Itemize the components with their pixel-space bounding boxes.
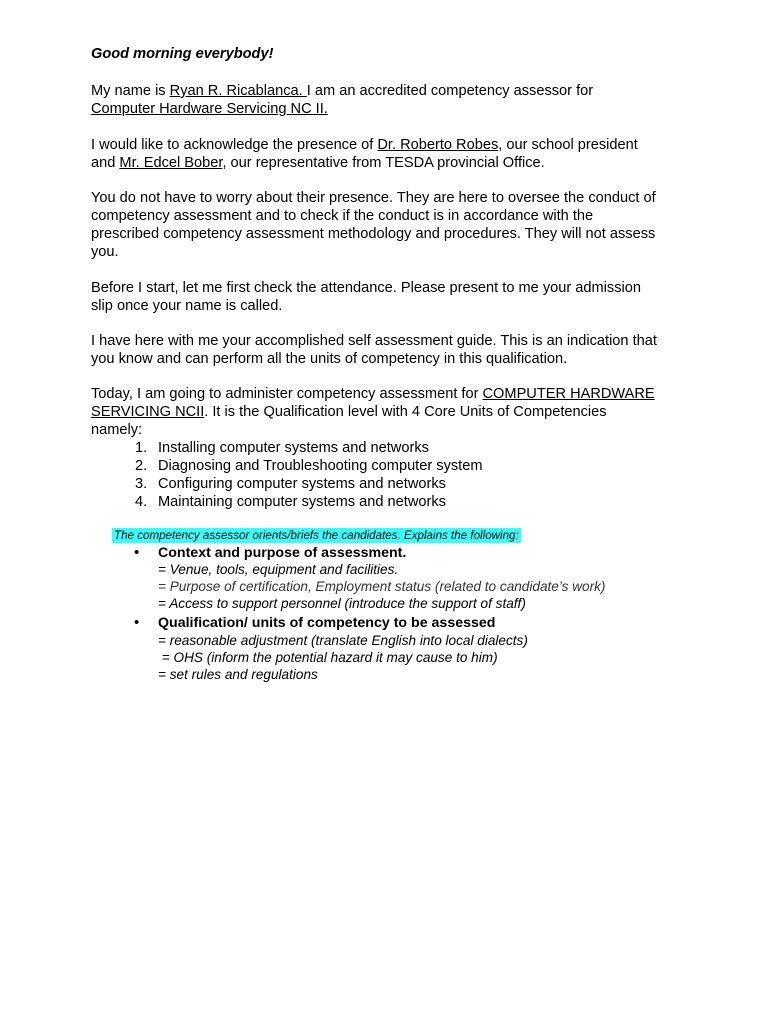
list-text: Diagnosing and Troubleshooting computer system xyxy=(158,458,483,474)
representative-name: Mr. Edcel Bober xyxy=(119,155,223,171)
oversee-line-1: You do not have to worry about their presence. They are here to oversee the conduct of xyxy=(91,190,656,206)
bullet-icon: • xyxy=(134,544,140,561)
list-number: 4. xyxy=(135,494,148,510)
acknowledge-text-2: , our school president xyxy=(498,137,638,153)
list-number: 2. xyxy=(135,458,148,474)
attendance-line-1: Before I start, let me first check the attendance. Please present to me your admission xyxy=(91,280,641,296)
oversee-line-4: you. xyxy=(91,244,119,260)
list-text: Maintaining computer systems and networks xyxy=(158,494,446,510)
acknowledge-text: I would like to acknowledge the presence of xyxy=(91,137,378,153)
oversee-line-3: prescribed competency assessment methodology and procedures. They will not assess xyxy=(91,226,656,242)
assessor-note-highlight: The competency assessor orients/briefs the candidates. Explains the following: xyxy=(114,529,519,542)
list-item xyxy=(0,475,768,493)
qualification-item: = set rules and regulations xyxy=(158,667,318,682)
acknowledge-and: and xyxy=(91,155,120,171)
list-text: Installing computer systems and networks xyxy=(158,440,429,456)
today-line-3: namely: xyxy=(91,422,143,438)
list-item xyxy=(0,439,768,457)
list-number: 3. xyxy=(135,476,148,492)
today-line-1 xyxy=(91,385,655,403)
section-heading-qualification: Qualification/ units of competency to be assessed xyxy=(158,615,496,631)
acknowledge-text-3: , our representative from TESDA provincial Office. xyxy=(222,155,545,171)
list-item xyxy=(0,457,768,475)
greeting: Good morning everybody! xyxy=(91,46,274,62)
list-item xyxy=(0,493,768,511)
intro-text-2: I am an accredited competency assessor for xyxy=(306,83,594,99)
list-number: 1. xyxy=(135,440,148,456)
context-item: = Purpose of certification, Employment status (related to candidate’s work) xyxy=(158,579,606,594)
qualification-name: Computer Hardware Servicing NC II. xyxy=(91,101,328,117)
today-text: Today, I am going to administer competency assessment for xyxy=(91,386,483,402)
qualification-title-1: COMPUTER HARDWARE xyxy=(482,386,655,402)
guide-line-1: I have here with me your accomplished self assessment guide. This is an indication that xyxy=(91,333,657,349)
intro-line-1 xyxy=(91,82,593,100)
today-line-2 xyxy=(91,403,607,421)
acknowledge-line-1 xyxy=(91,136,638,154)
qualification-item: = OHS (inform the potential hazard it may cause to him) xyxy=(158,650,498,665)
bullet-icon: • xyxy=(134,614,140,631)
president-name: Dr. Roberto Robes xyxy=(377,137,499,153)
oversee-line-2: competency assessment and to check if the conduct is in accordance with the xyxy=(91,208,594,224)
qualification-title-2: SERVICING NCII xyxy=(91,404,205,420)
qualification-item: = reasonable adjustment (translate English into local dialects) xyxy=(158,633,528,648)
acknowledge-line-2 xyxy=(91,154,545,172)
context-item: = Venue, tools, equipment and facilities. xyxy=(158,562,399,577)
intro-text: My name is xyxy=(91,83,170,99)
context-item: = Access to support personnel (introduce the support of staff) xyxy=(158,596,526,611)
list-text: Configuring computer systems and networks xyxy=(158,476,446,492)
section-heading-context: Context and purpose of assessment. xyxy=(158,545,407,561)
guide-line-2: you know and can perform all the units of competency in this qualification. xyxy=(91,351,568,367)
assessor-name: Ryan R. Ricablanca. xyxy=(169,83,307,99)
attendance-line-2: slip once your name is called. xyxy=(91,298,283,314)
today-text-2: . It is the Qualification level with 4 Core Units of Competencies xyxy=(204,404,607,420)
